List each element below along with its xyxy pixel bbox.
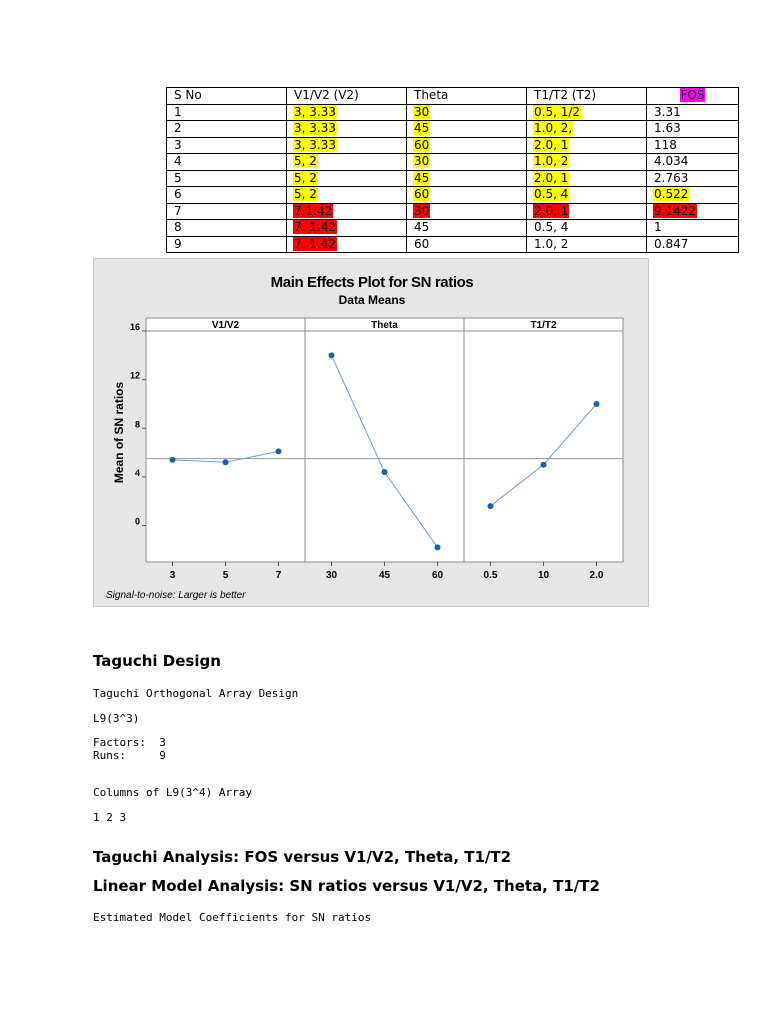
table-cell: [647, 154, 739, 171]
table-cell: [407, 203, 527, 220]
cell-text: 3: [174, 137, 182, 152]
table-cell: [287, 220, 407, 237]
table-cell: [287, 170, 407, 187]
data-point: [170, 457, 176, 463]
table-cell: [527, 220, 647, 237]
chart-footnote: Signal-to-noise: Larger is better: [106, 590, 246, 601]
table-cell: [407, 170, 527, 187]
x-tick-label: 0.5: [483, 570, 498, 581]
table-row: [167, 121, 739, 138]
table-row: [167, 236, 739, 253]
table-cell: [647, 236, 739, 253]
table-cell: [167, 203, 287, 220]
x-tick-label: 7: [275, 570, 282, 581]
table-cell: [647, 137, 739, 154]
cell-text: 2.0, 1: [534, 137, 569, 152]
heading-linear-model: Linear Model Analysis: SN ratios versus V1/V2, Theta, T1/T2: [93, 877, 600, 895]
data-point: [382, 469, 388, 475]
cell-text: 7: [174, 203, 182, 218]
table-cell: [527, 236, 647, 253]
cell-text: 5, 2: [294, 170, 317, 185]
plot-area: [146, 318, 623, 562]
cell-text: 2.763: [654, 170, 689, 185]
cell-text: T1/T2 (T2): [534, 88, 597, 103]
cell-text: 6: [174, 187, 182, 202]
table-row: [167, 104, 739, 121]
cell-text: 1: [174, 104, 182, 119]
table-cell: [287, 104, 407, 121]
cell-text: 2: [174, 121, 182, 136]
cell-text: 2.0, 1: [534, 170, 569, 185]
cell-text: 9: [174, 236, 182, 251]
table-cell: [527, 203, 647, 220]
data-point: [541, 462, 547, 468]
x-tick-label: 5: [222, 570, 229, 581]
table-cell: [287, 137, 407, 154]
data-point: [488, 503, 494, 509]
table-cell: [167, 137, 287, 154]
taguchi-data-table: [166, 87, 739, 253]
table-cell: [527, 170, 647, 187]
cell-text: 7, 1.42: [294, 220, 336, 235]
table-cell: [287, 203, 407, 220]
text-array-design: Taguchi Orthogonal Array Design: [93, 687, 299, 700]
table-cell: [647, 220, 739, 237]
cell-text: S No: [174, 88, 202, 103]
table-cell: [407, 220, 527, 237]
table-cell: [527, 187, 647, 204]
table-row: [167, 154, 739, 171]
table-cell: [527, 121, 647, 138]
y-axis-label: Mean of SN ratios: [112, 381, 126, 484]
table-cell: [407, 187, 527, 204]
panel-header-2: Theta: [371, 320, 398, 331]
table-header-cell: [407, 88, 527, 105]
text-estimated-coefficients: Estimated Model Coefficients for SN ratios: [93, 911, 372, 924]
y-tick-label: 12: [129, 370, 140, 381]
table-row: [167, 187, 739, 204]
cell-text: 30: [414, 104, 430, 119]
table-cell: [647, 203, 739, 220]
table-cell: [287, 187, 407, 204]
table-cell: [407, 121, 527, 138]
cell-text: 3, 3.33: [294, 121, 336, 136]
table-row: [167, 137, 739, 154]
table-cell: [167, 104, 287, 121]
table-cell: [527, 154, 647, 171]
table-cell: [407, 154, 527, 171]
x-tick-label: 45: [378, 570, 391, 581]
table-cell: [647, 121, 739, 138]
cell-text: 1: [654, 220, 662, 235]
x-tick-label: 60: [431, 570, 444, 581]
cell-text: 0.5, 4: [534, 187, 569, 202]
cell-text: 30: [414, 203, 430, 218]
heading-taguchi-design: Taguchi Design: [93, 652, 221, 670]
chart-subtitle: Data Means: [338, 293, 406, 307]
panel-header-3: T1/T2: [530, 320, 557, 331]
y-tick-label: 8: [134, 419, 140, 430]
table-cell: [647, 104, 739, 121]
cell-text: 4.034: [654, 154, 689, 169]
cell-text: 0.847: [654, 236, 689, 251]
cell-text: 118: [654, 137, 677, 152]
table-cell: [287, 121, 407, 138]
text-runs: Runs: 9: [93, 749, 166, 762]
x-tick-label: 30: [325, 570, 338, 581]
cell-text: 30: [414, 154, 430, 169]
chart-title: Main Effects Plot for SN ratios: [270, 274, 474, 291]
cell-text: 9.1422: [654, 203, 696, 218]
text-l9: L9(3^3): [93, 712, 140, 725]
table-header-cell: [167, 88, 287, 105]
x-tick-label: 10: [537, 570, 550, 581]
table-cell: [287, 236, 407, 253]
data-point: [276, 448, 282, 454]
cell-text: Theta: [414, 88, 449, 103]
table-cell: [407, 104, 527, 121]
heading-taguchi-analysis: Taguchi Analysis: FOS versus V1/V2, Theta, T1/T2: [93, 848, 512, 866]
cell-text: 45: [414, 170, 430, 185]
table-cell: [527, 137, 647, 154]
table-cell: [167, 236, 287, 253]
cell-text: 1.0, 2: [534, 154, 569, 169]
cell-text: 60: [414, 236, 430, 251]
table-cell: [407, 137, 527, 154]
cell-text: 3.31: [654, 104, 681, 119]
text-factors: Factors: 3: [93, 736, 166, 749]
cell-text: 1.0, 2,: [534, 121, 573, 136]
table-cell: [527, 104, 647, 121]
table-cell: [287, 154, 407, 171]
main-effects-chart-svg: [94, 259, 650, 608]
table-header-cell: [287, 88, 407, 105]
y-tick-label: 0: [134, 516, 140, 527]
table-cell: [167, 220, 287, 237]
main-effects-plot: [93, 258, 649, 607]
cell-text: FOS: [680, 88, 705, 103]
panel-header-1: V1/V2: [211, 320, 240, 331]
cell-text: 5, 2: [294, 187, 317, 202]
y-tick-label: 4: [134, 467, 140, 478]
cell-text: 45: [414, 121, 430, 136]
table-header-row: [167, 88, 739, 105]
table-cell: [647, 187, 739, 204]
cell-text: 7, 1.42: [294, 236, 336, 251]
table-cell: [167, 170, 287, 187]
cell-text: 0.522: [654, 187, 689, 202]
table-cell: [647, 170, 739, 187]
cell-text: 3, 3.33: [294, 137, 336, 152]
data-point: [329, 352, 335, 358]
table-cell: [167, 187, 287, 204]
table-row: [167, 203, 739, 220]
text-column-list: 1 2 3: [93, 811, 127, 824]
cell-text: 1.0, 2: [534, 236, 569, 251]
data-point: [594, 401, 600, 407]
x-tick-label: 3: [169, 570, 176, 581]
cell-text: V1/V2 (V2): [294, 88, 359, 103]
table-row: [167, 170, 739, 187]
table-cell: [167, 154, 287, 171]
table-header-cell: [647, 88, 739, 105]
cell-text: 45: [414, 220, 430, 235]
text-columns: Columns of L9(3^4) Array: [93, 786, 252, 799]
cell-text: 60: [414, 187, 430, 202]
cell-text: 7,1.42: [294, 203, 333, 218]
cell-text: 5, 2: [294, 154, 317, 169]
table-row: [167, 220, 739, 237]
cell-text: 0.5, 1/2: [534, 104, 581, 119]
cell-text: 4: [174, 154, 182, 169]
data-point: [223, 459, 229, 465]
cell-text: 2.0, 1: [534, 203, 569, 218]
cell-text: 3, 3.33: [294, 104, 336, 119]
cell-text: 60: [414, 137, 430, 152]
cell-text: 8: [174, 220, 182, 235]
cell-text: 0.5, 4: [534, 220, 569, 235]
y-tick-label: 16: [129, 322, 140, 332]
table-cell: [167, 121, 287, 138]
data-point: [435, 544, 441, 550]
x-tick-label: 2.0: [589, 570, 604, 581]
cell-text: 1.63: [654, 121, 681, 136]
table-cell: [407, 236, 527, 253]
table-header-cell: [527, 88, 647, 105]
cell-text: 5: [174, 170, 182, 185]
